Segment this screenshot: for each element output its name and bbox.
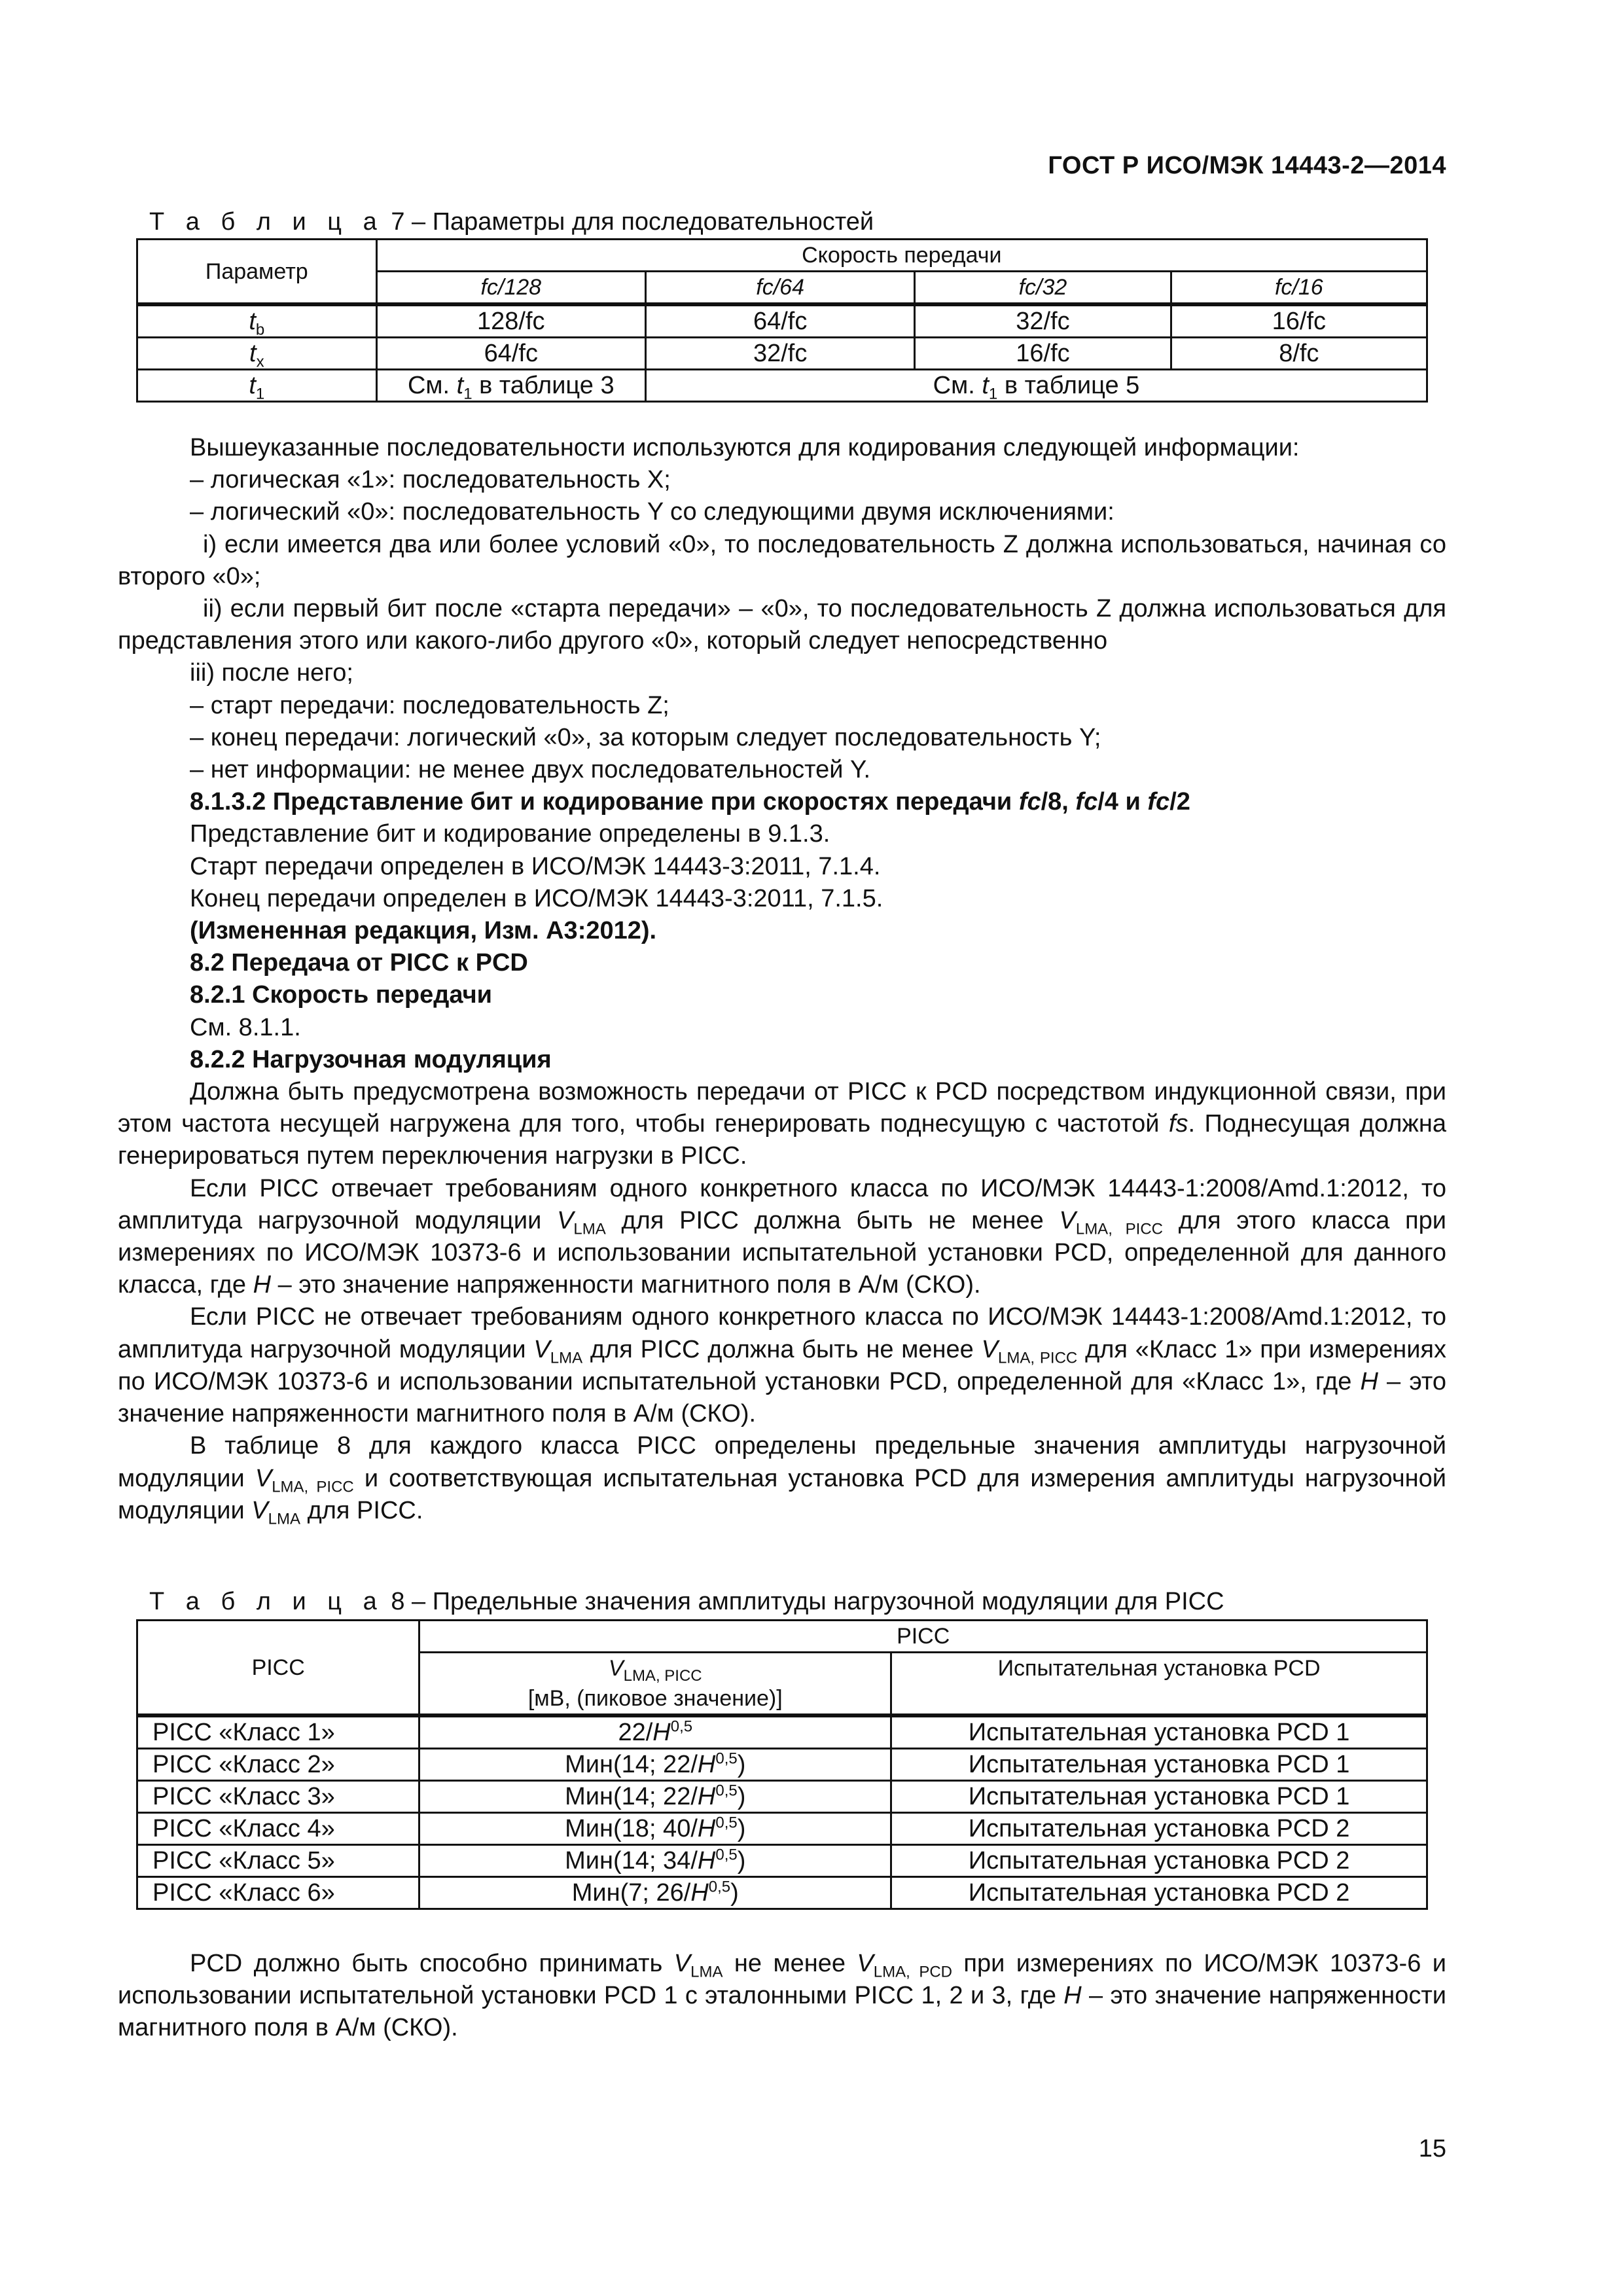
table8-class: PICC «Класс 2»	[137, 1749, 419, 1781]
table7-cell: См. $t_1$ в таблице 5	[646, 370, 1427, 402]
list-item: – конец передачи: логический «0», за которым следует последовательность Y;	[190, 723, 1101, 751]
table8-vlma: $22/H^{0,5}$	[419, 1715, 891, 1749]
table8-class: PICC «Класс 4»	[137, 1813, 419, 1845]
table7-cell: 32/fc	[646, 338, 915, 370]
paragraph: Должна быть предусмотрена возможность передачи от PICC к PCD посредством индукционной связи, при этом частота несущей нагружена для того, чтобы генерировать поднесущую с частотой fs. Поднесущая должна генерироваться путем переключения нагрузки в PICC.	[118, 1078, 1446, 1170]
table7-header-col: fc/32	[915, 272, 1171, 305]
section-heading: 8.2 Передача от PICC к PCD	[190, 949, 528, 977]
table8-caption-text: 8 – Предельные значения амплитуды нагрузочной модуляции для PICC	[391, 1588, 1224, 1615]
table-row	[137, 1715, 1427, 1749]
paragraph: Старт передачи определен в ИСО/МЭК 14443-3:2011, 7.1.4.	[190, 852, 881, 880]
table8-class: PICC «Класс 6»	[137, 1877, 419, 1909]
section-heading: 8.2.2 Нагрузочная модуляция	[190, 1045, 552, 1073]
document-header: ГОСТ Р ИСО/МЭК 14443-2—2014	[1048, 152, 1446, 179]
table-row	[137, 1781, 1427, 1813]
table7-symbol: $t_b$	[137, 304, 377, 338]
table7-caption-text: 7 – Параметры для последовательностей	[391, 208, 874, 236]
table8-setup: Испытательная установка PCD 1	[891, 1715, 1427, 1749]
table7-header-group: Скорость передачи	[376, 240, 1427, 272]
table7-cell: 64/fc	[646, 304, 915, 338]
table7-symbol: $t_x$	[137, 338, 377, 370]
table8-header-setup: Испытательная установка PCD	[891, 1653, 1427, 1716]
table-row	[137, 1813, 1427, 1845]
table8-setup: Испытательная установка PCD 1	[891, 1781, 1427, 1813]
section-heading: 8.2.1 Скорость передачи	[190, 981, 492, 1009]
table7-cell: 8/fc	[1171, 338, 1427, 370]
table8-header-vlma: $V_{LMA, PICC}$ [мВ, (пиковое значение)]	[419, 1653, 891, 1716]
table8-header-group: PICC	[419, 1621, 1427, 1653]
table7	[136, 238, 1428, 403]
list-item: – старт передачи: последовательность Z;	[190, 691, 669, 719]
table7-symbol: $t_1$	[137, 370, 377, 402]
list-item: ii) если первый бит после «старта передачи» – «0», то последовательность Z должна использоваться для представления этого или какого-либо другого «0», который следует непосредственно	[118, 595, 1446, 655]
table-row	[137, 304, 1427, 338]
table7-caption-word: Т а б л и ц а	[149, 208, 384, 236]
table7-cell: См. $t_1$ в таблице 3	[376, 370, 645, 402]
paragraph: Конец передачи определен в ИСО/МЭК 14443-3:2011, 7.1.5.	[190, 884, 883, 912]
table8-vlma: Мин(7; $26/H^{0,5}$)	[419, 1877, 891, 1909]
table-row	[137, 370, 1427, 402]
paragraph: Представление бит и кодирование определены в 9.1.3.	[190, 820, 830, 848]
list-item: iii) после него;	[190, 659, 353, 687]
table7-header-col: fc/16	[1171, 272, 1427, 305]
paragraph: PCD должно быть способно принимать $V_{LMA}$ не менее $V_{LMA, PCD}$ при измерениях по ИСО/МЭК 10373-6 и использовании испытательной установки PCD 1 с эталонными PICC 1, 2 и 3, где H – это значение напряженности магнитного поля в А/м (СКО).	[118, 1950, 1447, 2042]
paragraph: См. 8.1.1.	[190, 1013, 301, 1041]
table8-vlma: Мин(14; $34/H^{0,5}$)	[419, 1845, 891, 1877]
table8-caption	[149, 1587, 1224, 1617]
table7-cell: 16/fc	[1171, 304, 1427, 338]
table7-cell: 16/fc	[915, 338, 1171, 370]
table7-header-param: Параметр	[137, 240, 377, 305]
paragraph: Вышеуказанные последовательности используются для кодирования следующей информации:	[190, 434, 1300, 461]
table-row	[137, 1749, 1427, 1781]
table-row	[137, 338, 1427, 370]
table7-cell: 32/fc	[915, 304, 1171, 338]
table8-vlma: Мин(18; $40/H^{0,5}$)	[419, 1813, 891, 1845]
paragraph: Если PICC отвечает требованиям одного конкретного класса по ИСО/МЭК 14443-1:2008/Amd.1:2012, то амплитуда нагрузочной модуляции $V_{LMA}$ для PICC должна быть не менее $V_{LMA, PICC}$ для этого класса при измерениях по ИСО/МЭК 10373-6 и использовании испытательной установки PCD, определенной для данного класса, где H – это значение напряженности магнитного поля в А/м (СКО).	[118, 1174, 1446, 1299]
table8	[136, 1619, 1428, 1910]
table8-class: PICC «Класс 5»	[137, 1845, 419, 1877]
page-number: 15	[1418, 2135, 1446, 2162]
table7-caption	[149, 207, 874, 237]
body-text	[118, 432, 1446, 1527]
table8-setup: Испытательная установка PCD 2	[891, 1877, 1427, 1909]
table8-setup: Испытательная установка PCD 1	[891, 1749, 1427, 1781]
list-item: i) если имеется два или более условий «0», то последовательность Z должна использоваться, начиная со второго «0»;	[118, 530, 1446, 590]
paragraph: В таблице 8 для каждого класса PICC определены предельные значения амплитуды нагрузочной модуляции $V_{LMA, PICC}$ и соответствующая испытательная установка PCD для измерения амплитуды нагрузочной модуляции $V_{LMA}$ для PICC.	[118, 1432, 1446, 1528]
amendment-note: (Измененная редакция, Изм. А3:2012).	[190, 917, 657, 945]
list-item: – логический «0»: последовательность Y со следующими двумя исключениями:	[190, 498, 1115, 526]
table7-header-col: fc/64	[646, 272, 915, 305]
table-row	[137, 1845, 1427, 1877]
table8-vlma: Мин(14; $22/H^{0,5}$)	[419, 1781, 891, 1813]
closing-text	[118, 1948, 1446, 2045]
table8-class: PICC «Класс 1»	[137, 1715, 419, 1749]
table7-cell: 64/fc	[376, 338, 645, 370]
section-heading: 8.1.3.2 Представление бит и кодирование при скоростях передачи fc/8, fc/4 и fc/2	[190, 788, 1190, 816]
table-row	[137, 1877, 1427, 1909]
table8-vlma: Мин(14; $22/H^{0,5}$)	[419, 1749, 891, 1781]
list-item: – нет информации: не менее двух последовательностей Y.	[190, 756, 871, 784]
table7-header-col: fc/128	[376, 272, 645, 305]
paragraph: Если PICC не отвечает требованиям одного конкретного класса по ИСО/МЭК 14443-1:2008/Amd.1:2012, то амплитуда нагрузочной модуляции $V_{LMA}$ для PICC должна быть не менее $V_{LMA, PICC}$ для «Класс 1» при измерениях по ИСО/МЭК 10373-6 и использовании испытательной установки PCD, определенной для «Класс 1», где H – это значение напряженности магнитного поля в А/м (СКО).	[118, 1303, 1446, 1428]
table8-header-picc: PICC	[137, 1621, 419, 1716]
table8-caption-word: Т а б л и ц а	[149, 1588, 384, 1615]
table8-class: PICC «Класс 3»	[137, 1781, 419, 1813]
table8-setup: Испытательная установка PCD 2	[891, 1845, 1427, 1877]
table8-setup: Испытательная установка PCD 2	[891, 1813, 1427, 1845]
list-item: – логическая «1»: последовательность X;	[190, 466, 671, 494]
table7-cell: 128/fc	[376, 304, 645, 338]
